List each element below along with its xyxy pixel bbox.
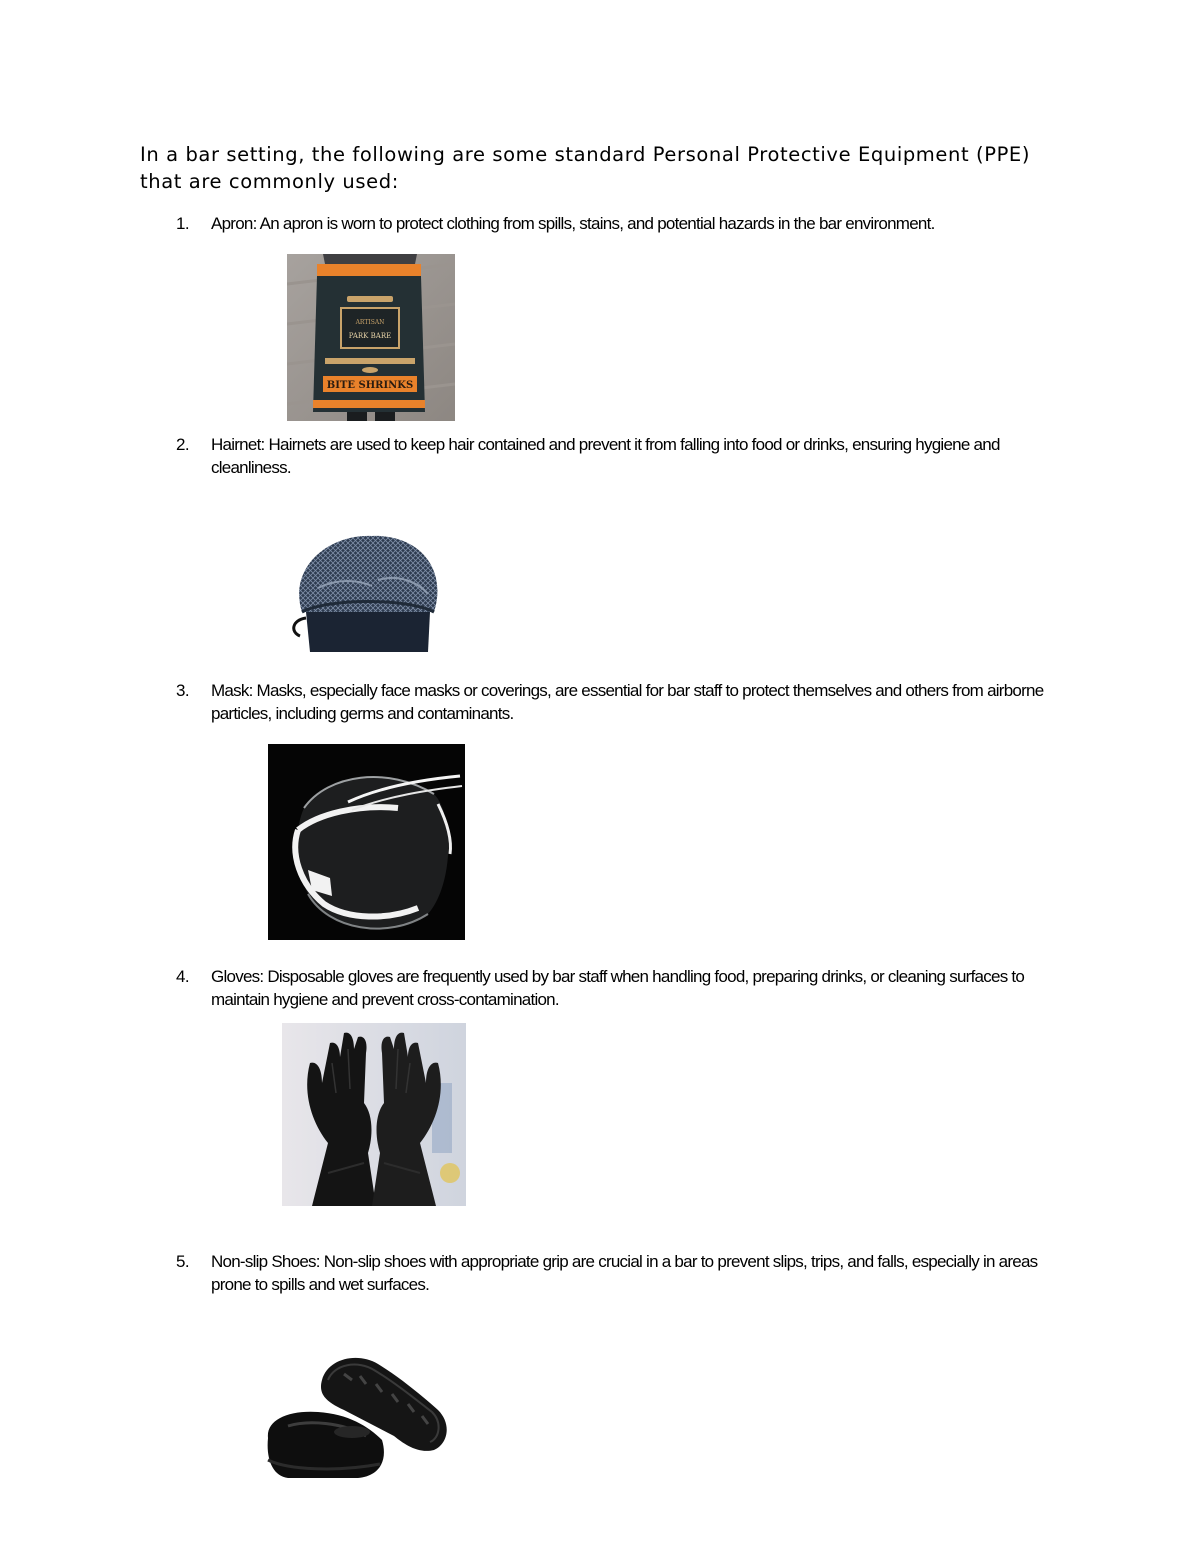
intro-paragraph: In a bar setting, the following are some standard Personal Protective Equipment (PPE) that are commonly used: [140,143,1031,193]
list-number-1: 1. [176,214,189,233]
list-number-2: 2. [176,435,189,454]
svg-text:ARTISAN: ARTISAN [355,319,385,326]
apron-label-top: PARK BARE [348,332,392,340]
list-item-mask: Mask: Masks, especially face masks or coverings, are essential for bar staff to protect themselves and others from airborne particles, including germs and contaminants. [211,681,1044,723]
hairnet-photo [268,528,470,666]
apron-photo [287,254,455,421]
list-item-hairnet: Hairnet: Hairnets are used to keep hair contained and prevent it from falling into food or drinks, ensuring hygiene and cleanliness. [211,435,1000,477]
list-number-5: 5. [176,1252,189,1271]
apron-label-bottom: BITE SHRINKS [326,380,414,391]
list-number-4: 4. [176,967,189,986]
list-item-non-slip-shoes: Non-slip Shoes: Non-slip shoes with appropriate grip are crucial in a bar to prevent slips, trips, and falls, especially in areas prone to spills and wet surfaces. [211,1252,1038,1294]
face-shield-photo [268,744,465,940]
shoes-photo [248,1340,458,1500]
gloves-photo [282,1023,466,1206]
list-number-3: 3. [176,681,189,700]
list-item-apron: Apron: An apron is worn to protect clothing from spills, stains, and potential hazards in the bar environment. [211,214,935,233]
list-item-gloves: Gloves: Disposable gloves are frequently used by bar staff when handling food, preparing drinks, or cleaning surfaces to maintain hygiene and prevent cross-contamination. [211,967,1025,1009]
